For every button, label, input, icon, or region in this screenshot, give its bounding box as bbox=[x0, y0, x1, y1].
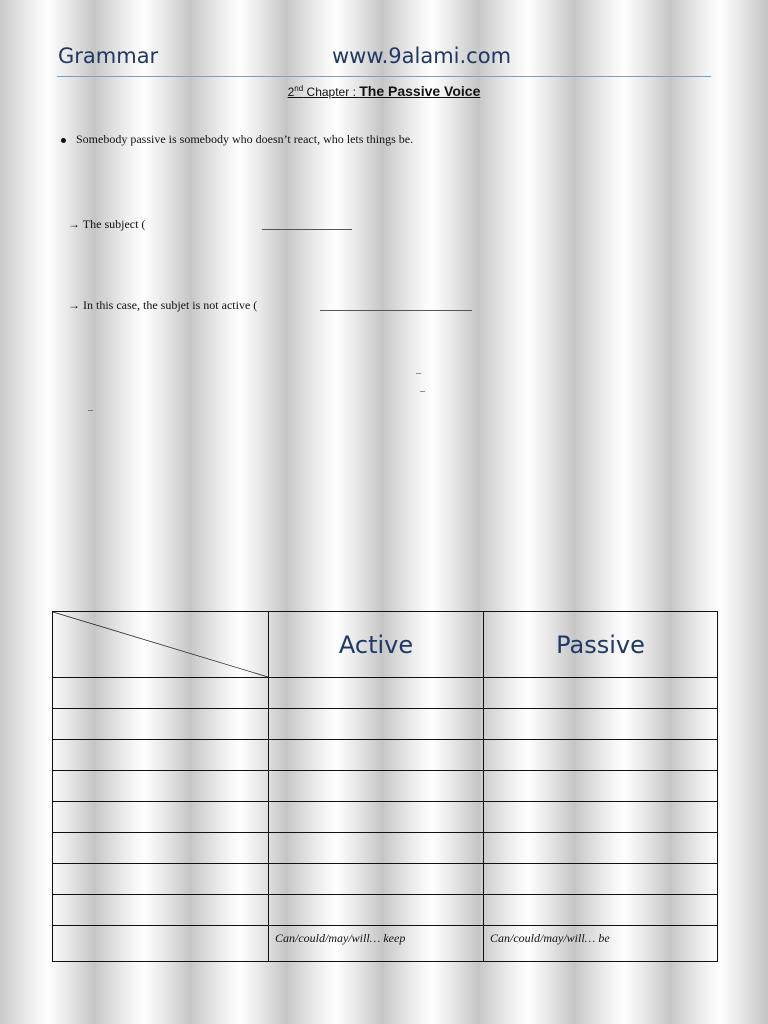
table-cell bbox=[53, 802, 269, 833]
table-cell bbox=[53, 864, 269, 895]
table-cell bbox=[269, 895, 484, 926]
bullet-dot bbox=[61, 138, 66, 143]
not-active-line: → In this case, the subjet is not active ( bbox=[68, 298, 258, 312]
table-cell bbox=[53, 678, 269, 709]
dash-mark: _ bbox=[420, 382, 425, 393]
table-header-row bbox=[53, 612, 718, 678]
table-cell bbox=[484, 678, 718, 709]
header-active: Active bbox=[269, 612, 484, 678]
diagonal-line bbox=[53, 612, 268, 677]
definition-text: Somebody passive is somebody who doesn’t react, who lets things be. bbox=[76, 132, 414, 146]
subject-line: → The subject ( bbox=[68, 217, 146, 231]
table-row bbox=[53, 802, 718, 833]
dash-mark: _ bbox=[416, 364, 421, 375]
header-passive: Passive bbox=[484, 612, 718, 678]
chapter-label: Chapter : bbox=[303, 85, 360, 99]
table-cell bbox=[484, 802, 718, 833]
table-cell bbox=[484, 833, 718, 864]
table-cell bbox=[484, 771, 718, 802]
chapter-suffix: nd bbox=[294, 84, 304, 93]
table-cell bbox=[484, 740, 718, 771]
table-cell bbox=[269, 740, 484, 771]
table-cell bbox=[484, 895, 718, 926]
table-row bbox=[53, 926, 718, 962]
table-cell bbox=[269, 864, 484, 895]
table-cell bbox=[269, 709, 484, 740]
table-cell bbox=[53, 833, 269, 864]
not-active-blank bbox=[320, 309, 472, 311]
table-row bbox=[53, 833, 718, 864]
chapter-title: The Passive Voice bbox=[359, 83, 481, 99]
table-row bbox=[53, 771, 718, 802]
table-row bbox=[53, 678, 718, 709]
header-left-title: Grammar bbox=[58, 44, 159, 68]
table-row bbox=[53, 895, 718, 926]
table-cell bbox=[53, 740, 269, 771]
chapter-number: 2 bbox=[287, 85, 295, 99]
modal-active-cell: Can/could/may/will… keep bbox=[269, 926, 484, 962]
table-cell bbox=[269, 771, 484, 802]
table-row bbox=[53, 740, 718, 771]
voice-table bbox=[52, 611, 718, 962]
chapter-heading bbox=[0, 83, 768, 99]
table-cell bbox=[269, 833, 484, 864]
table-corner-cell bbox=[53, 612, 269, 678]
modal-passive-cell: Can/could/may/will… be bbox=[484, 926, 718, 962]
table-cell bbox=[269, 802, 484, 833]
chapter-number-wrap bbox=[288, 85, 360, 99]
header-website: www.9alami.com bbox=[332, 44, 512, 68]
table-row bbox=[53, 864, 718, 895]
dash-mark: _ bbox=[88, 401, 93, 412]
table-cell bbox=[53, 926, 269, 962]
table-cell bbox=[53, 709, 269, 740]
definition-bullet bbox=[61, 132, 413, 147]
table-cell bbox=[269, 678, 484, 709]
table-cell bbox=[53, 895, 269, 926]
page-header bbox=[57, 44, 711, 77]
table-row bbox=[53, 709, 718, 740]
table-cell bbox=[484, 864, 718, 895]
table-cell bbox=[484, 709, 718, 740]
table-cell bbox=[53, 771, 269, 802]
subject-blank bbox=[262, 228, 352, 230]
